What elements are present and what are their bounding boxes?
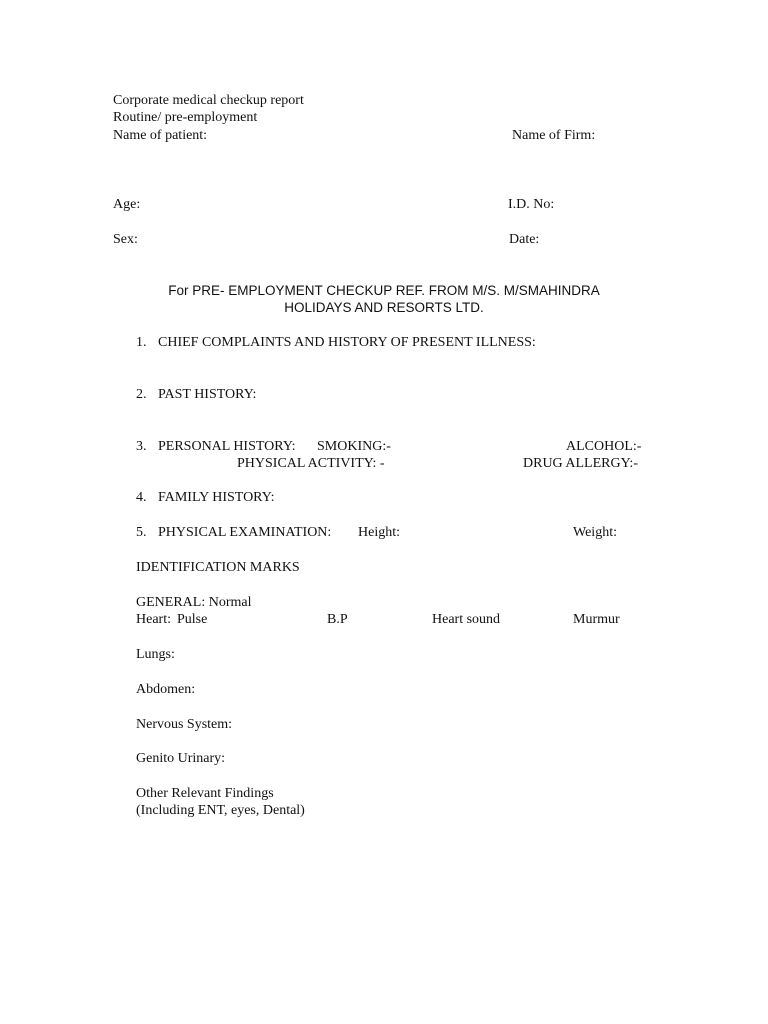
drug-allergy-label: DRUG ALLERGY:-	[523, 456, 638, 471]
height-label: Height:	[358, 525, 400, 540]
nervous-system-label: Nervous System:	[136, 717, 233, 732]
section-5-label: PHYSICAL EXAMINATION:	[158, 525, 332, 540]
weight-label: Weight:	[573, 525, 617, 540]
reference-line-2: HOLIDAYS AND RESORTS LTD.	[284, 300, 484, 315]
other-findings-note: (Including ENT, eyes, Dental)	[136, 803, 305, 818]
section-4-label: FAMILY HISTORY:	[158, 490, 275, 505]
report-title: Corporate medical checkup report	[113, 93, 304, 108]
bp-label: B.P	[327, 612, 348, 627]
name-of-firm-label: Name of Firm:	[512, 128, 596, 143]
murmur-label: Murmur	[573, 612, 620, 627]
section-5-number: 5.	[136, 525, 147, 540]
age-label: Age:	[113, 197, 141, 212]
heart-sound-label: Heart sound	[432, 612, 501, 627]
pulse-label: Pulse	[177, 612, 208, 627]
section-3-number: 3.	[136, 439, 147, 454]
other-findings-label: Other Relevant Findings	[136, 786, 274, 801]
physical-activity-label: PHYSICAL ACTIVITY: -	[237, 456, 385, 471]
alcohol-label: ALCOHOL:-	[566, 439, 642, 454]
section-4-number: 4.	[136, 490, 147, 505]
id-no-label: I.D. No:	[508, 197, 555, 212]
lungs-label: Lungs:	[136, 647, 175, 662]
section-1-label: CHIEF COMPLAINTS AND HISTORY OF PRESENT ILLNESS:	[158, 335, 536, 350]
genito-urinary-label: Genito Urinary:	[136, 751, 226, 766]
reference-line-1: For PRE- EMPLOYMENT CHECKUP REF. FROM M/S. M/SMAHINDRA	[168, 283, 600, 298]
report-subtitle: Routine/ pre-employment	[113, 110, 258, 125]
section-1-number: 1.	[136, 335, 147, 350]
section-2-label: PAST HISTORY:	[158, 387, 257, 402]
general-label: GENERAL: Normal	[136, 595, 252, 610]
sex-label: Sex:	[113, 232, 138, 247]
smoking-label: SMOKING:-	[317, 439, 391, 454]
abdomen-label: Abdomen:	[136, 682, 196, 697]
name-of-patient-label: Name of patient:	[113, 128, 208, 143]
heart-label: Heart:	[136, 612, 171, 627]
section-3-label: PERSONAL HISTORY:	[158, 439, 296, 454]
section-2-number: 2.	[136, 387, 147, 402]
date-label: Date:	[509, 232, 540, 247]
identification-marks-label: IDENTIFICATION MARKS	[136, 560, 300, 575]
